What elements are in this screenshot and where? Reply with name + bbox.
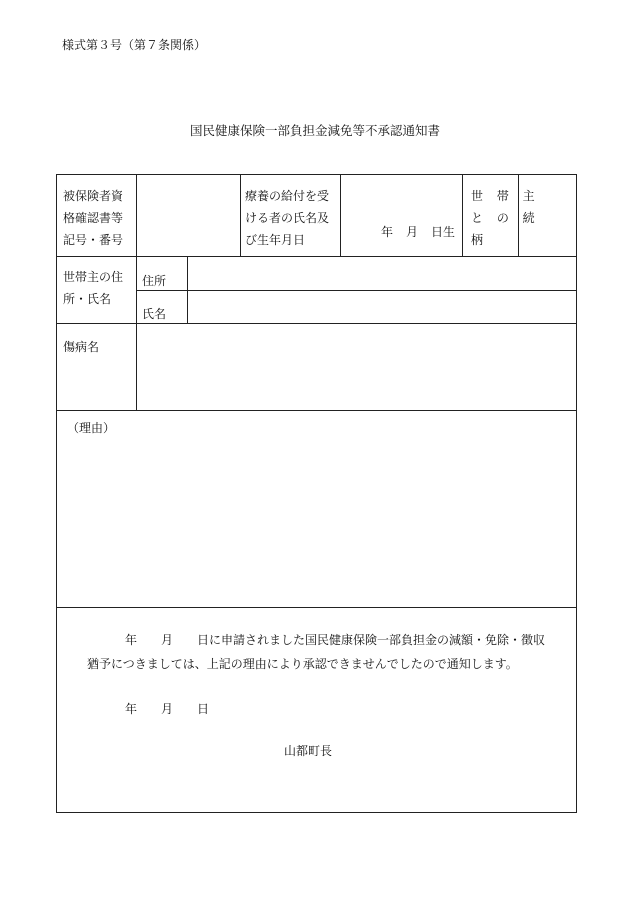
householder-label: 世帯主の住 所・氏名 <box>63 270 124 306</box>
row-divider <box>57 323 576 324</box>
notice-paragraph: 年 月 日に申請されました国民健康保険一部負担金の減額・免除・徴収猶予につきましては、上記の理由により承認できませんでしたので通知します。 <box>87 633 546 671</box>
form-number: 様式第３号（第７条関係） <box>62 38 207 52</box>
col-divider <box>136 323 137 410</box>
row-divider <box>57 607 576 608</box>
name-label: 氏名 <box>142 307 167 321</box>
issue-date: 年 月 日 <box>125 702 210 716</box>
col-divider <box>240 175 241 256</box>
row-divider <box>57 410 576 411</box>
col-divider <box>187 256 188 323</box>
insured-cert-label: 被保険者資 格確認書等 記号・番号 <box>63 189 124 247</box>
row-divider <box>57 256 576 257</box>
disease-label: 傷病名 <box>63 340 100 354</box>
document-title: 国民健康保険一部負担金減免等不承認通知書 <box>189 123 440 138</box>
col-divider <box>462 175 463 256</box>
col-divider <box>136 256 137 323</box>
birthdate-field: 年 月 日生 <box>381 225 456 239</box>
col-divider <box>340 175 341 256</box>
householder-relation-label: 世 帯 主 と の 続 柄 <box>471 189 540 247</box>
notice-form-table <box>56 174 577 813</box>
reason-label: （理由） <box>67 421 116 435</box>
recipient-label: 療養の給付を受 ける者の氏名及 び生年月日 <box>245 189 330 247</box>
issuer-name: 山都町長 <box>284 744 333 758</box>
address-label: 住所 <box>142 274 167 288</box>
col-divider <box>136 175 137 256</box>
row-divider <box>136 290 576 291</box>
